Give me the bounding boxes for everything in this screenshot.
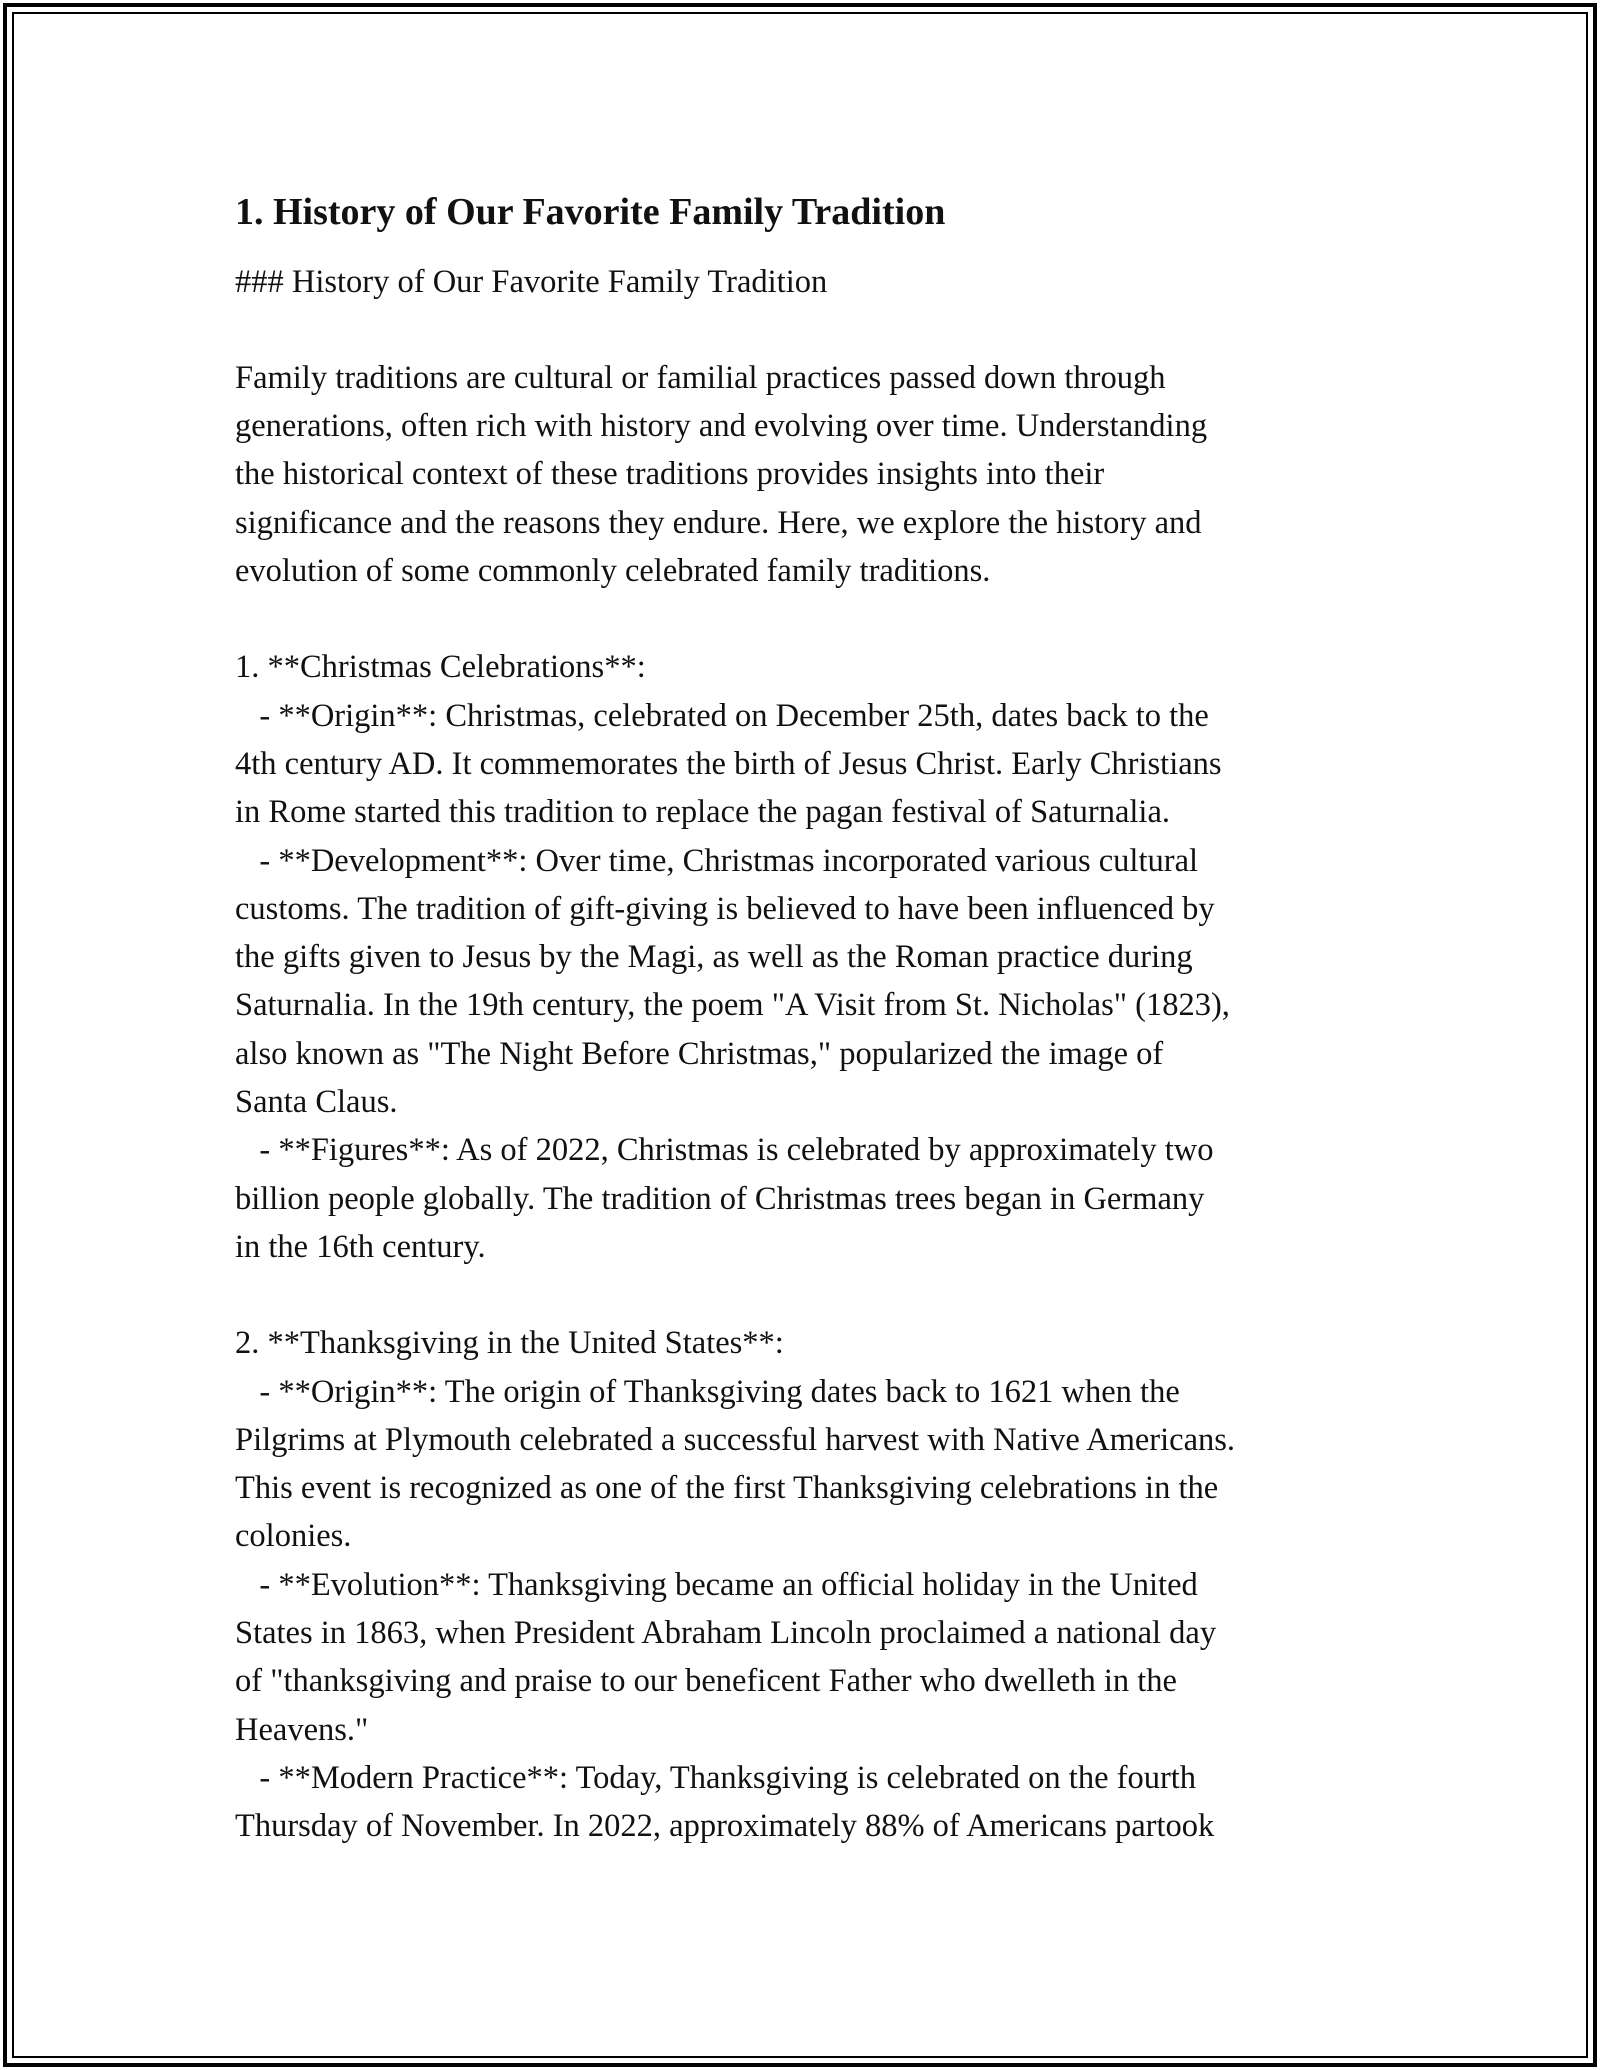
section-line: Heavens." xyxy=(235,1711,369,1748)
section-line: States in 1863, when President Abraham Lincoln proclaimed a national day xyxy=(235,1615,1217,1652)
section-thanksgiving xyxy=(235,1319,1375,1850)
section-line: customs. The tradition of gift-giving is believed to have been influenced by xyxy=(235,890,1215,927)
section-line: 1. **Christmas Celebrations**: xyxy=(235,649,646,686)
section-line: Saturnalia. In the 19th century, the poem "A Visit from St. Nicholas" (1823), xyxy=(235,987,1230,1024)
section-line: - **Modern Practice**: Today, Thanksgiving is celebrated on the fourth xyxy=(235,1759,1197,1796)
document-body xyxy=(235,180,1375,1851)
section-line: Pilgrims at Plymouth celebrated a successful harvest with Native Americans. xyxy=(235,1421,1236,1458)
intro-line: evolution of some commonly celebrated family traditions. xyxy=(235,553,991,590)
section-line: - **Development**: Over time, Christmas incorporated various cultural xyxy=(235,842,1199,879)
section-line: of "thanksgiving and praise to our beneficent Father who dwelleth in the xyxy=(235,1663,1177,1700)
section-line: also known as "The Night Before Christmas," popularized the image of xyxy=(235,1035,1164,1072)
section-line: billion people globally. The tradition of Christmas trees began in Germany xyxy=(235,1180,1205,1217)
section-line: - **Origin**: Christmas, celebrated on December 25th, dates back to the xyxy=(235,697,1209,734)
intro-line: the historical context of these traditions provides insights into their xyxy=(235,456,1105,493)
paragraph-gap xyxy=(235,306,1375,354)
section-line: 4th century AD. It commemorates the birth of Jesus Christ. Early Christians xyxy=(235,745,1222,782)
section-line: - **Figures**: As of 2022, Christmas is celebrated by approximately two xyxy=(235,1132,1214,1169)
section-line: the gifts given to Jesus by the Magi, as well as the Roman practice during xyxy=(235,939,1193,976)
section-line: Thursday of November. In 2022, approximately 88% of Americans partook xyxy=(235,1808,1215,1845)
paragraph-gap xyxy=(235,1271,1375,1319)
section-line: - **Origin**: The origin of Thanksgiving dates back to 1621 when the xyxy=(235,1373,1180,1410)
intro-line: Family traditions are cultural or familial practices passed down through xyxy=(235,359,1166,396)
section-line: Santa Claus. xyxy=(235,1084,398,1121)
section-line: colonies. xyxy=(235,1518,352,1555)
section-line: 2. **Thanksgiving in the United States**: xyxy=(235,1325,784,1362)
intro-line: significance and the reasons they endure. Here, we explore the history and xyxy=(235,504,1202,541)
section-christmas xyxy=(235,643,1375,1271)
markdown-subheading: ### History of Our Favorite Family Tradition xyxy=(235,263,828,300)
page-title: 1. History of Our Favorite Family Tradition xyxy=(235,191,946,233)
section-line: in the 16th century. xyxy=(235,1228,486,1265)
section-line: in Rome started this tradition to replace the pagan festival of Saturnalia. xyxy=(235,794,1170,831)
section-line: This event is recognized as one of the first Thanksgiving celebrations in the xyxy=(235,1470,1219,1507)
intro-paragraph xyxy=(235,354,1375,595)
paragraph-gap xyxy=(235,595,1375,643)
section-line: - **Evolution**: Thanksgiving became an official holiday in the United xyxy=(235,1566,1198,1603)
intro-line: generations, often rich with history and evolving over time. Understanding xyxy=(235,408,1208,445)
